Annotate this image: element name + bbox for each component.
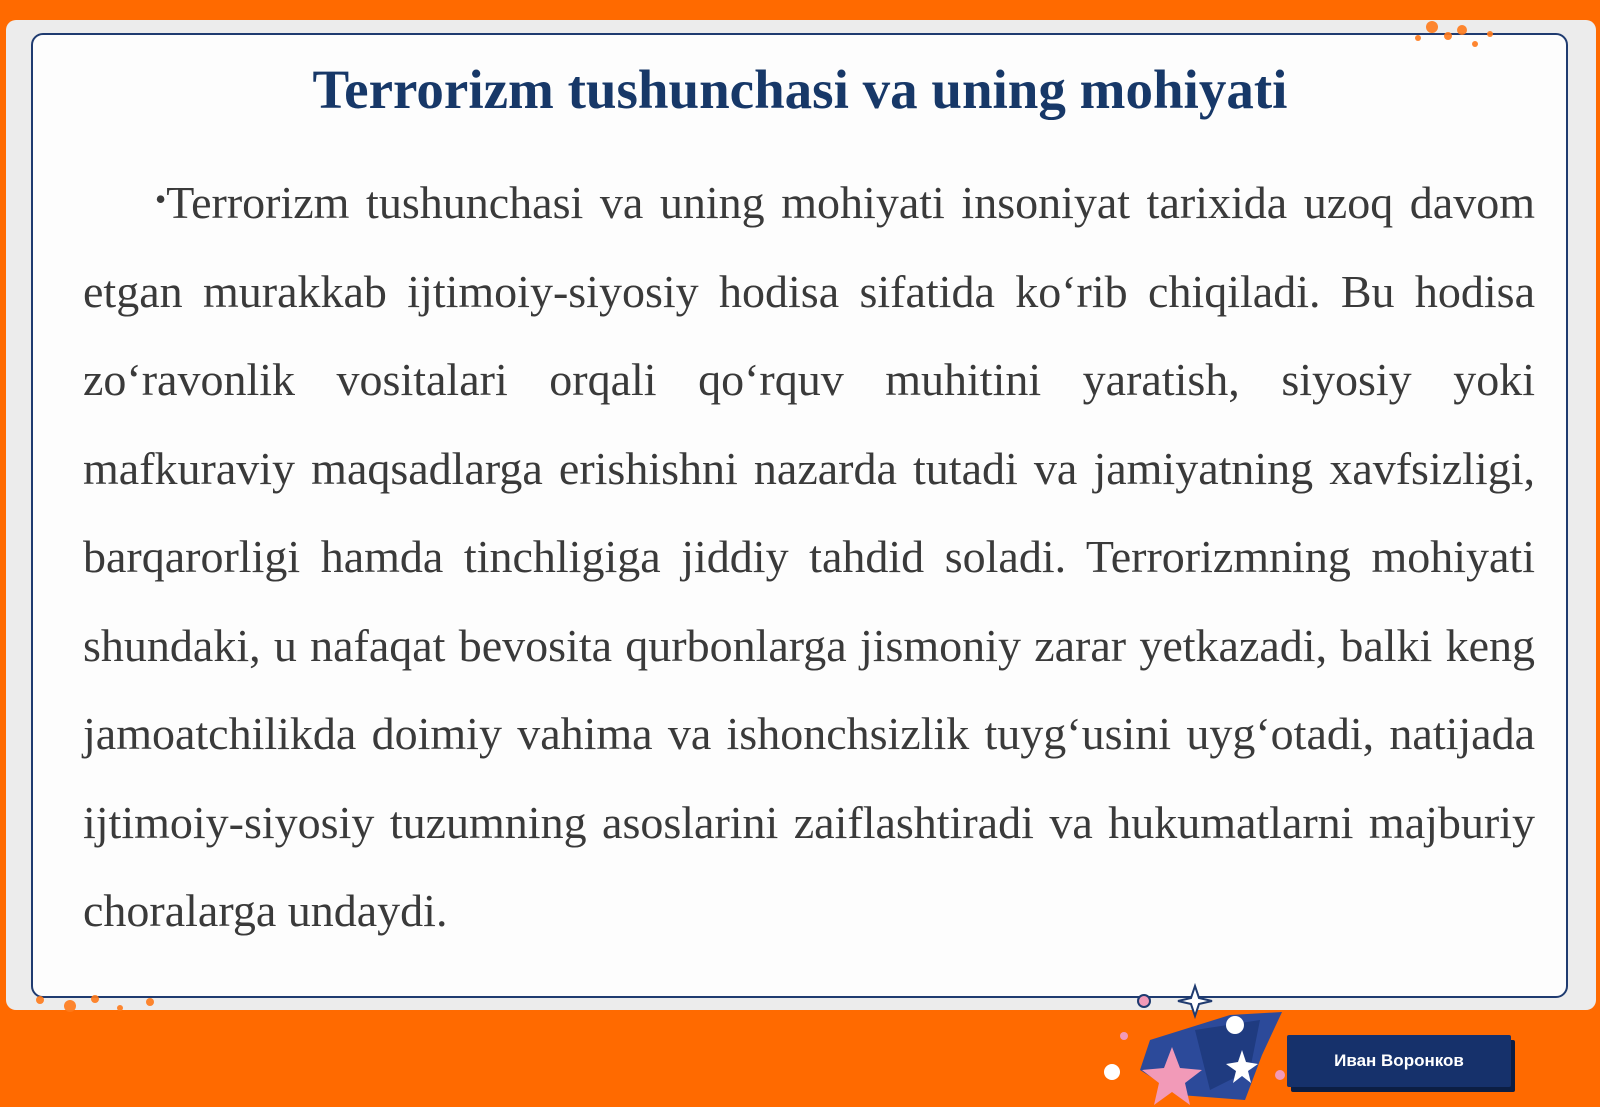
body-text: Terrorizm tushunchasi va uning mohiyati insoniyat tarixida uzoq davom etgan murakkab ijtimoiy-siyosiy hodisa sifatida ko‘rib chiqiladi. Bu hodisa zo‘ravonlik vositalari orqali qo‘rquv muhitini yaratish, siyosiy yoki mafkuraviy maqsadlarga erishishni nazarda tutadi va jamiyatning xavfsizligi, barqarorligi hamda tinchligiga jiddiy tahdid soladi. Terrorizmning mohiyati shundaki, u nafaqat bevosita qurbonlarga jismoniy zarar yetkazadi, balki keng jamoatchilikda doimiy vahima va ishonchsizlik tuyg‘usini uyg‘otadi, natijada ijtimoiy-siyosiy tuzumning asoslarini zaiflashtiradi va hukumatlarni majburiy choralarga undaydi.	[83, 177, 1535, 936]
author-badge: Иван Воронков	[1287, 1035, 1511, 1087]
body-paragraph	[83, 155, 1535, 956]
star-cluster-icon	[1140, 1012, 1282, 1105]
slide-title: Terrorizm tushunchasi va uning mohiyati	[312, 59, 1288, 120]
bullet-icon: •	[155, 181, 167, 217]
